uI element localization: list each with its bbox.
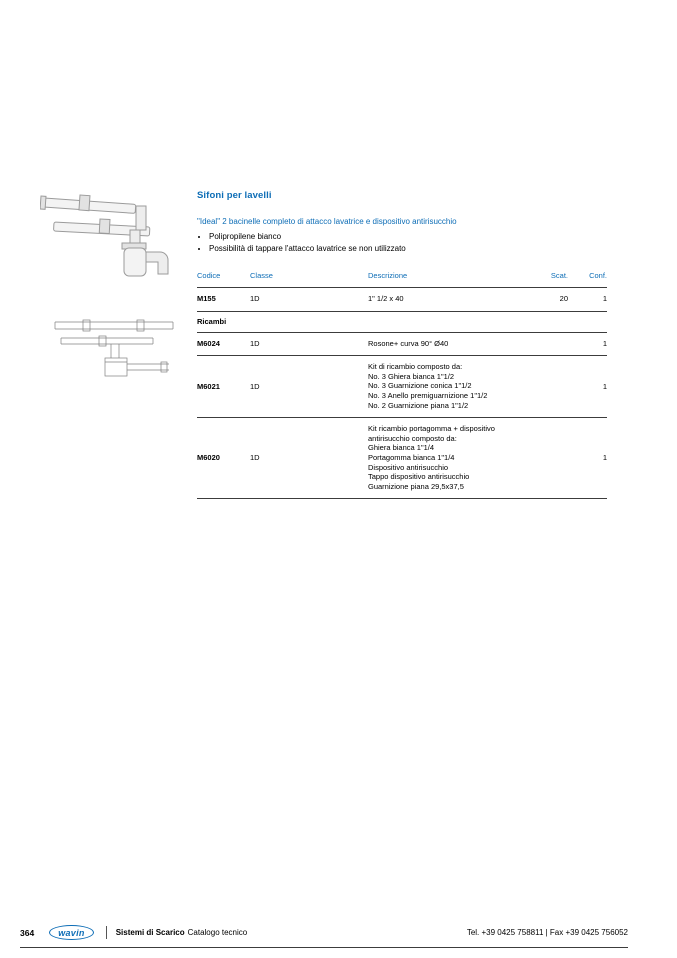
table-row-m6020 [197, 418, 607, 499]
page-number: 364 [20, 927, 35, 938]
description-line: 1" 1/2 x 40 [368, 294, 404, 303]
ricambi-label: Ricambi [197, 316, 227, 326]
codice-cell: M155 [197, 294, 216, 304]
product-table [197, 268, 607, 499]
classe-cell: 1D [250, 294, 260, 304]
description-line: No. 3 Anello premiguarnizione 1"1/2 [368, 390, 488, 400]
conf-cell: 1 [602, 338, 607, 348]
feature-item: • Possibilità di tappare l'attacco lavatrice se non utilizzato [209, 243, 607, 255]
classe-cell: 1D [250, 453, 260, 463]
wavin-logo [49, 925, 94, 940]
description-line: No. 2 Guarnizione piana 1"1/2 [368, 400, 469, 410]
conf-cell: 1 [602, 453, 607, 463]
footer-series-regular: Catalogo tecnico [187, 928, 248, 937]
footer-series-bold: Sistemi di Scarico [115, 928, 185, 937]
description-line: Portagomma bianca 1"1/4 [368, 452, 455, 462]
codice-cell: M6021 [197, 381, 220, 391]
conf-cell: 1 [602, 294, 607, 304]
product-section [197, 190, 607, 499]
description-line: Tappo dispositivo antirisucchio [368, 472, 470, 482]
classe-cell: 1D [250, 338, 260, 348]
codice-cell: M6024 [197, 338, 220, 348]
column-header-classe: Classe [250, 271, 273, 280]
description-line: No. 3 Guarnizione conica 1"1/2 [368, 381, 472, 391]
product-subtitle: "Ideal" 2 bacinelle completo di attacco lavatrice e dispositivo antirisucchio [197, 217, 457, 226]
codice-cell: M6020 [197, 453, 220, 463]
siphon-schematic [53, 312, 177, 386]
classe-cell: 1D [250, 381, 260, 391]
technical-drawing-siphon [53, 312, 177, 386]
description-line: Kit ricambio portagomma + dispositivo [368, 424, 495, 434]
table-header-row [197, 268, 607, 288]
wavin-logo-text: wavin [58, 927, 85, 938]
table-subsection-ricambi [197, 312, 607, 333]
conf-cell: 1 [602, 381, 607, 391]
table-row-m6024 [197, 333, 607, 357]
column-header-descrizione: Descrizione [368, 271, 408, 280]
page-footer [20, 925, 628, 948]
feature-list [198, 231, 607, 255]
descrizione-cell [368, 294, 518, 304]
footer-contact: Tel. +39 0425 758811 | Fax +39 0425 756052 [466, 928, 628, 937]
description-line: Dispositivo antirisucchio [368, 462, 449, 472]
column-header-scat: Scat. [550, 271, 568, 280]
feature-item: • Polipropilene bianco [209, 231, 607, 243]
footer-series [116, 928, 248, 937]
description-line: No. 3 Ghiera bianca 1"1/2 [368, 371, 455, 381]
siphon-illustration [40, 186, 178, 290]
section-title: Sifoni per lavelli [197, 190, 272, 201]
table-row-m155 [197, 288, 607, 312]
description-line: Kit di ricambio composto da: [368, 362, 463, 372]
product-drawing-siphon [40, 186, 178, 290]
description-line: Ghiera bianca 1"1/4 [368, 443, 435, 453]
column-header-conf: Conf. [589, 271, 607, 280]
description-line: Guarnizione piana 29,5x37,5 [368, 481, 464, 491]
scat-cell: 20 [559, 294, 568, 304]
descrizione-cell [368, 339, 518, 349]
descrizione-cell [368, 362, 518, 410]
table-row-m6021 [197, 356, 607, 418]
column-header-codice: Codice [197, 271, 221, 280]
footer-divider [106, 926, 107, 939]
description-line: antirisucchio composto da: [368, 433, 457, 443]
descrizione-cell [368, 424, 518, 491]
description-line: Rosone+ curva 90° Ø40 [368, 338, 449, 348]
